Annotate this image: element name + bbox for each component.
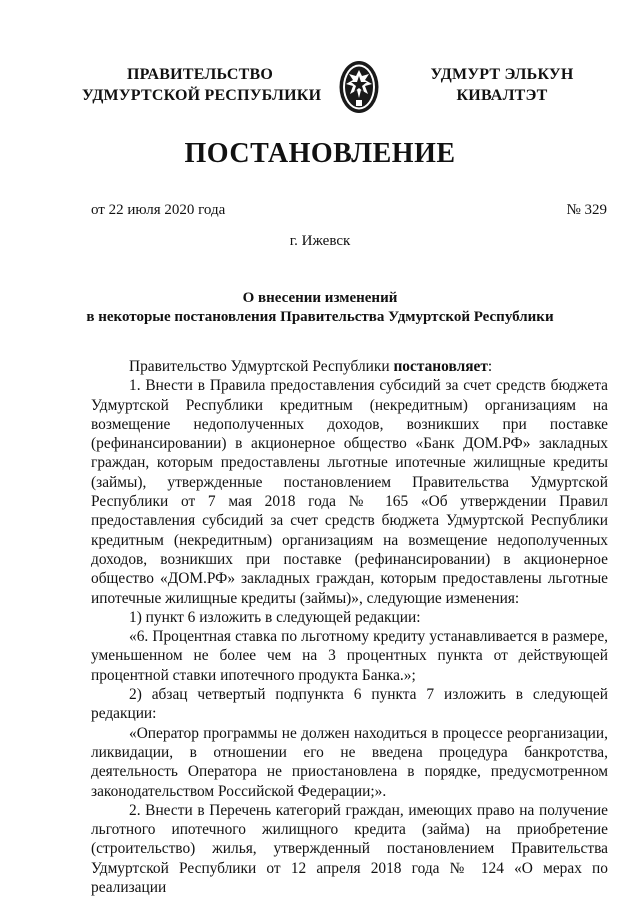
document-date: от 22 июля 2020 года — [91, 202, 226, 218]
lead-end: : — [487, 358, 493, 375]
udmurt-coat-of-arms-icon — [338, 58, 380, 114]
document-body — [91, 357, 608, 897]
header-left — [82, 64, 322, 106]
header-right-line-1: УДМУРТ ЭЛЬКУН — [430, 66, 574, 83]
body-paragraph: 2) абзац четвертый подпункта 6 пункта 7 изложить в следующей редакции: — [91, 686, 608, 723]
body-paragraph: «6. Процентная ставка по льготному кредиту устанавливается в размере, уменьшенном не более чем на 3 процентных пункта от действующей процентной ставки ипотечного продукта Банка.»; — [91, 628, 608, 684]
body-paragraph: 1. Внести в Правила предоставления субсидий за счет средств бюджета Удмуртской Республики кредитным (некредитным) организациям на возмещение недополученных доходов, возникших при поставке (рефинансировании) в акционерное общество «Банк ДОМ.РФ» закладных граждан, которым предоставлены льготные ипотечные жилищные кредиты (займы), утвержденные постановлением Правительства Удмуртской Республики от 7 мая 2018 года № 165 «Об утверждении Правил предоставления субсидий за счет средств бюджета Удмуртской Республики кредитным (некредитным) организациям на возмещение недополученных доходов, возникших при поставке (рефинансировании) в акционерное общество «ДОМ.РФ» закладных граждан, которым предоставлены льготные ипотечные жилищные кредиты (займы)», следующие изменения: — [91, 377, 608, 607]
header-left-line-1: ПРАВИТЕЛЬСТВО — [126, 66, 274, 83]
document-city: г. Ижевск — [289, 233, 351, 249]
body-paragraph: «Оператор программы не должен находиться в процессе реорганизации, ликвидации, в отношении его не введена процедура банкротства, деятельность Оператора не приостановлена в порядке, предусмотренном законодательством Российской Федерации;». — [91, 724, 608, 800]
header-right — [418, 64, 586, 106]
body-paragraph: 2. Внести в Перечень категорий граждан, имеющих право на получение льготного ипотечного жилищного кредита (займа) на приобретение (строительство) жилья, утвержденный постановлением Правительства Удмуртской Республики от 12 апреля 2018 года № 124 «О мерах по реализации — [91, 801, 608, 897]
body-lead — [91, 357, 608, 376]
document-title: ПОСТАНОВЛЕНИЕ — [184, 138, 456, 169]
body-paragraph: 1) пункт 6 изложить в следующей редакции: — [129, 608, 421, 626]
lead-text: Правительство Удмуртской Республики — [129, 358, 394, 375]
lead-strong: постановляет — [393, 358, 488, 375]
document-subject — [0, 289, 640, 327]
subject-line-1: О внесении изменений — [242, 290, 398, 306]
subject-line-2: в некоторые постановления Правительства Удмуртской Республики — [86, 309, 554, 325]
header-right-line-2: КИВАЛТЭТ — [456, 87, 548, 104]
document-number: № 329 — [566, 202, 607, 218]
header-left-line-2: УДМУРТСКОЙ РЕСПУБЛИКИ — [82, 87, 322, 104]
